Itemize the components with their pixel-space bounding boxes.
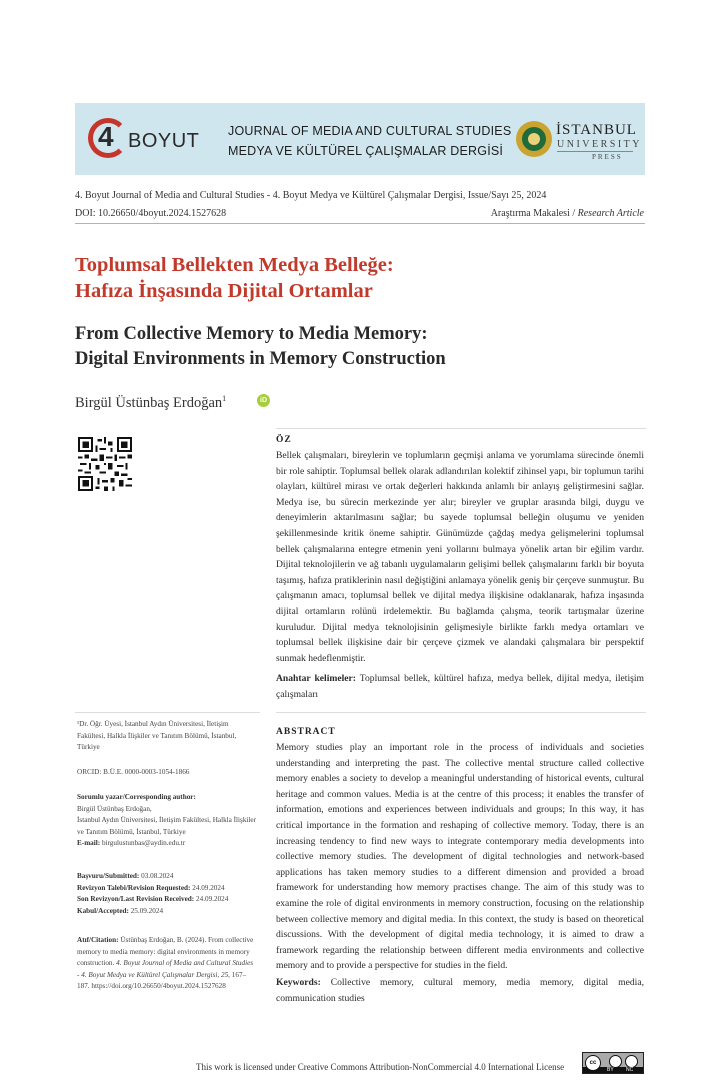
- submitted-label: Başvuru/Submitted:: [77, 872, 140, 880]
- article-type-tr: Araştırma Makalesi: [490, 208, 570, 219]
- author-affiliation: ¹Dr. Öğr. Üyesi, İstanbul Aydın Üniversitesi, İletişim Fakültesi, Halkla İlişkiler ve Tanıtım Bölümü, İstanbul, Türkiye: [77, 720, 237, 752]
- title-tr-line2: Hafıza İnşasında Dijital Ortamlar: [75, 280, 373, 302]
- keywords-english: [276, 975, 644, 1006]
- author-affil-sup: 1: [222, 394, 227, 403]
- doi[interactable]: DOI: 10.26650/4boyut.2024.1527628: [75, 208, 227, 219]
- keywords-turkish: [276, 671, 644, 702]
- corr-name: Birgül Üstünbaş Erdoğan,: [77, 804, 152, 813]
- corresponding-author: [77, 792, 257, 850]
- accepted-line: [77, 906, 257, 918]
- journal-title-tr: MEDYA VE KÜLTÜREL ÇALIŞMALAR DERGİSİ: [228, 144, 504, 158]
- revision-received-line: [77, 894, 257, 906]
- abstract-divider: [276, 712, 646, 713]
- author-name: Birgül Üstünbaş Erdoğan: [75, 394, 223, 411]
- submitted-date: 03.08.2024: [139, 872, 174, 880]
- oz-heading: ÖZ: [276, 435, 292, 445]
- citation-label: Atıf/Citation:: [77, 936, 119, 944]
- publisher-university: UNIVERSITY: [557, 139, 642, 150]
- journal-title-en: JOURNAL OF MEDIA AND CULTURAL STUDIES: [228, 124, 512, 138]
- submission-dates: [77, 871, 257, 917]
- seal-core: [528, 133, 540, 145]
- title-en-line1: From Collective Memory to Media Memory:: [75, 324, 428, 344]
- author-line: [75, 394, 226, 412]
- citation-journal: 4. Boyut Journal of Media and Cultural Studies - 4. Boyut Medya ve Kültürel Çalışmalar Dergisi, 25,: [77, 959, 254, 979]
- corr-label: Sorumlu yazar/Corresponding author:: [77, 793, 196, 801]
- orcid-icon[interactable]: iD: [257, 394, 270, 407]
- qr-code-icon[interactable]: [78, 437, 132, 491]
- keywords-en-label: Keywords:: [276, 977, 321, 988]
- title-en-line2: Digital Environments in Memory Construction: [75, 349, 446, 369]
- revreq-label: Revizyon Talebi/Revision Requested:: [77, 883, 191, 892]
- submitted-line: [77, 871, 257, 883]
- oz-divider: [276, 428, 646, 429]
- corr-affiliation: İstanbul Aydın Üniversitesi, İletişim Fakültesi, Halkla İlişkiler ve Tanıtım Bölümü, İstanbul, Türkiye: [77, 816, 257, 836]
- keywords-en-list: Collective memory, cultural memory, media memory, digital media, communication studies: [276, 977, 644, 1004]
- article-type-sep: /: [569, 208, 578, 219]
- citation-text: Üstünbaş Erdoğan, B. (2024). From collective memory to media memory: digital environments in memory construction.: [77, 936, 254, 968]
- email-label: E-mail:: [77, 839, 101, 848]
- abstract-heading: ABSTRACT: [276, 727, 336, 737]
- orcid-number[interactable]: ORCID: B.Ü.E. 0000-0003-1054-1866: [77, 768, 190, 776]
- article-type-en: Research Article: [577, 208, 644, 219]
- cc-nc-label: NC: [626, 1067, 634, 1073]
- title-tr-line1: Toplumsal Bellekten Medya Belleğe:: [75, 254, 394, 276]
- header-divider: [75, 223, 645, 224]
- title-english: [75, 322, 446, 372]
- revreq-date: 24.09.2024: [190, 883, 225, 892]
- corr-email-line: [77, 838, 257, 850]
- revrec-date: 24.09.2024: [194, 895, 229, 904]
- title-turkish: [75, 252, 394, 304]
- accepted-date: 25.09.2024: [128, 906, 164, 915]
- logo-number: 4: [98, 121, 114, 152]
- keywords-tr-list: Toplumsal bellek, kültürel hafıza, medya bellek, dijital medya, iletişim çalışmaları: [276, 673, 644, 700]
- article-type: [491, 208, 644, 219]
- publisher-press: PRESS: [592, 153, 623, 161]
- revision-requested-line: [77, 883, 257, 895]
- cc-by-label: BY: [607, 1067, 614, 1073]
- keywords-tr-label: Anahtar kelimeler:: [276, 673, 356, 684]
- email-address[interactable]: birgulustunbas@aydin.edu.tr: [100, 839, 186, 848]
- accepted-label: Kabul/Accepted:: [77, 906, 129, 915]
- revrec-label: Son Revizyon/Last Revision Received:: [77, 895, 195, 904]
- cc-icon: cc: [585, 1055, 601, 1071]
- citation-note: [77, 935, 257, 993]
- license-text[interactable]: This work is licensed under Creative Commons Attribution-NonCommercial 4.0 International License: [196, 1062, 565, 1072]
- notes-divider: [75, 712, 260, 713]
- abstract-text: Memory studies play an important role in the process of individuals and societies understanding and interpreting the past. The collective mental structure called collective memory enables a society to develop a meaningful understanding of historical events, cultural heritage and common values. Media is at the centre of this process; it enables the transfer of information, emotions and experiences between individuals and groups; In this way, it has critical importance in the formation and reshaping of collective memory. Today, there is an increasing tendency to find new ways to integrate contemporary media developments into collective memory studies. The development of digital technologies and network-based applications has taken memory studies to a different dimension and provided a broad framework for understanding how memory practises change. The aim of this study was to examine the role of digital environments in memory construction, focusing on the relationship between collective memory and digital media. In this context, the study is based on theoretical discussions. With the development of digital media technology, it is aimed to draw a framework regarding the relationship between different media environments and collective memory and to provide a perspective for studies in the field.: [276, 742, 644, 972]
- citation-link[interactable]: 167–187. https://doi.org/10.26650/4boyut.2024.1527628: [77, 970, 247, 991]
- oz-text: Bellek çalışmaları, bireylerin ve toplumların geçmişi anlama ve yorumlama sürecinde önemli bir role sahiptir. Toplumsal bellek olarak adlandırılan kolektif zihinsel yapı, bir toplumun tarihi olayları, kültürel mirası ve ortak değerleri hakkında anlamlı bir anlayış geliştirmesini sağlar. Medya ise, bu sürecin merkezinde yer alır; bireyler ve gruplar arasında bilgi, duygu ve deneyimlerin aktarılmasını sağlar; bu sayede toplumsal belleğin oluşumu ve yeniden şekillenmesinde kritik öneme sahiptir. Günümüzde çağdaş medya gelişmelerini toplumsal bellek çalışmalarına entegre etmenin yeni yollarını bulmaya yönelik artan bir eğilim vardır. Dijital teknolojilerin ve ağ tabanlı uygulamaların gelişimi bellek çalışmalarını farklı bir boyuta taşımış, hafıza pratiklerinin nasıl değiştiğini anlamaya yönelik geniş bir çerçeve sunmuştur. Bu çalışmanın amacı, toplumsal bellek ve dijital medya ilişkisine odaklanarak, hafıza inşasında dijital ortamların rolünü irdelemektir. Bu bağlamda çalışma, teorik tartışmalar üzerine kuruludur. Dijital medya teknolojisinin gelişmesiyle birlikte farklı medya ortamları ve toplumsal bellek ilişkisine dair bir çerçeve çizmek ve alandaki çalışmalara bir perspektif sunmak hedeflenmiştir.: [276, 450, 644, 664]
- publisher-name: İSTANBUL: [556, 122, 637, 138]
- logo-word: BOYUT: [128, 130, 200, 152]
- issue-citation: 4. Boyut Journal of Media and Cultural Studies - 4. Boyut Medya ve Kültürel Çalışmalar Dergisi, Issue/Sayı 25, 2024: [75, 190, 547, 201]
- publisher-divider: [557, 151, 633, 152]
